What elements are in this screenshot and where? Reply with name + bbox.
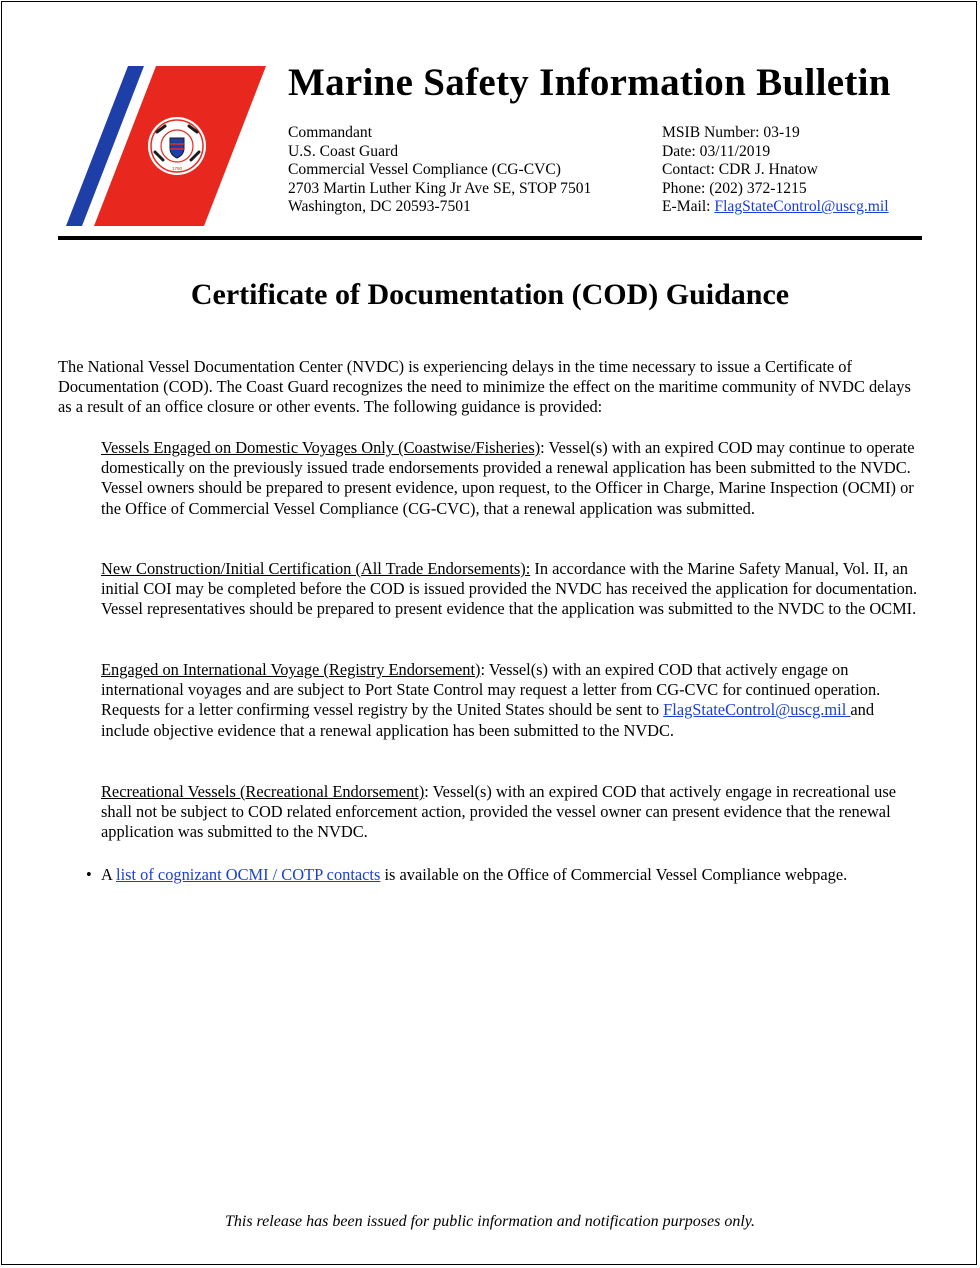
sender-address-block bbox=[288, 124, 591, 217]
address-line: Commercial Vessel Compliance (CG-CVC) bbox=[288, 161, 561, 179]
address-line: 2703 Martin Luther King Jr Ave SE, STOP 7501 bbox=[288, 179, 592, 197]
bullet-suffix: is available on the Office of Commercial Vessel Compliance webpage. bbox=[380, 865, 848, 884]
section-heading: Recreational Vessels (Recreational Endorsement) bbox=[101, 782, 425, 801]
footer-disclaimer: This release has been issued for public information and notification purposes only. bbox=[224, 1213, 756, 1230]
section-body: : Vessel(s) with an expired COD that actively engage in recreational use shall not be subject to COD related enforcement action, provided the vessel owner can present evidence that the renewal application was submitted to the NVDC. bbox=[101, 782, 896, 842]
intro-paragraph: The National Vessel Documentation Center (NVDC) is experiencing delays in the time necessary to issue a Certificate of Documentation (COD). The Coast Guard recognizes the need to minimize the effect on the maritime community of NVDC delays as a result of an office closure or other events. The following guidance is provided: bbox=[58, 357, 911, 417]
section-body: : Vessel(s) with an expired COD that actively engage on international voyages and are subject to Port State Control may request a letter from CG-CVC for continued operation. Requests for a letter confirming vessel registry by the United States should be sent to bbox=[101, 660, 881, 720]
header-email-link[interactable]: FlagStateControl@uscg.mil bbox=[714, 198, 889, 216]
section-body: : Vessel(s) with an expired COD may continue to operate domestically on the previously issued trade endorsements provided a renewal application has been submitted to the NVDC. Vessel owners should be prepared to present evidence, upon request, to the Officer in Charge, Marine Inspection (OCMI) or the Office of Commercial Vessel Compliance (CG-CVC), that a renewal application was submitted. bbox=[101, 438, 915, 518]
svg-text:1790: 1790 bbox=[171, 166, 183, 171]
contacts-bullet-item bbox=[86, 865, 847, 885]
bullet-icon: • bbox=[86, 865, 92, 884]
section-heading: Vessels Engaged on Domestic Voyages Only (Coastwise/Fisheries) bbox=[101, 438, 541, 457]
contact-name: Contact: CDR J. Hnatow bbox=[662, 161, 818, 179]
bullet-prefix: A bbox=[101, 865, 117, 884]
section-new-construction bbox=[101, 559, 926, 620]
coast-guard-logo bbox=[66, 66, 268, 228]
section-body-continued: and include objective evidence that a renewal application has been submitted to the NVDC. bbox=[101, 700, 875, 740]
bulletin-meta-block bbox=[662, 124, 889, 217]
ocmi-contacts-link[interactable]: list of cognizant OCMI / COTP contacts bbox=[116, 865, 381, 884]
header-divider bbox=[58, 236, 922, 240]
contact-email-row bbox=[662, 198, 889, 217]
section-heading: Engaged on International Voyage (Registry Endorsement) bbox=[101, 660, 481, 679]
msib-number: MSIB Number: 03-19 bbox=[662, 124, 800, 141]
section-heading: New Construction/Initial Certification (All Trade Endorsements): bbox=[101, 559, 531, 578]
section-body: In accordance with the Marine Safety Manual, Vol. II, an initial COI may be completed before the COD is issued provided the NVDC has received the application for documentation. Vessel representatives should be prepared to present evidence that the application was submitted to the NVDC to the OCMI. bbox=[101, 559, 918, 619]
email-label: E-Mail: bbox=[662, 198, 715, 216]
address-line: Commandant bbox=[288, 124, 373, 141]
document-title: Certificate of Documentation (COD) Guidance bbox=[190, 278, 790, 311]
section-international-voyage bbox=[101, 660, 926, 741]
bulletin-title: Marine Safety Information Bulletin bbox=[288, 61, 891, 104]
bulletin-date: Date: 03/11/2019 bbox=[662, 142, 771, 160]
section-recreational-vessels bbox=[101, 782, 926, 843]
contact-phone: Phone: (202) 372-1215 bbox=[662, 179, 807, 197]
address-line: U.S. Coast Guard bbox=[288, 142, 399, 160]
section-domestic-voyages bbox=[101, 438, 926, 519]
coast-guard-seal-icon bbox=[148, 117, 206, 175]
flag-state-email-link[interactable]: FlagStateControl@uscg.mil bbox=[663, 700, 851, 720]
address-line: Washington, DC 20593-7501 bbox=[288, 198, 471, 216]
